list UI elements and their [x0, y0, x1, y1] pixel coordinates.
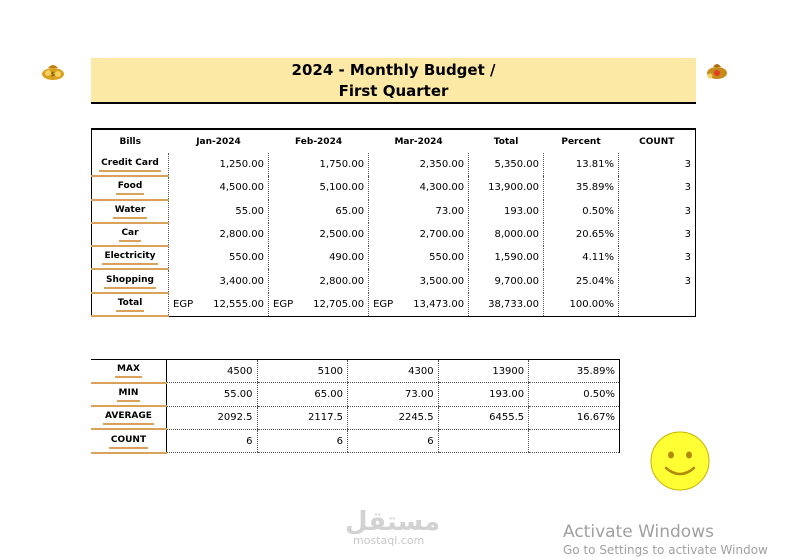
- total-jan-value: 12,555.00: [213, 298, 265, 310]
- cell-total[interactable]: [438, 429, 529, 452]
- cell-total-feb[interactable]: [269, 293, 369, 316]
- cell-percent[interactable]: [529, 429, 620, 452]
- stats-row: [91, 406, 620, 429]
- money-bag-icon: [40, 60, 66, 80]
- cell-jan[interactable]: 3,400.00: [169, 269, 269, 292]
- cell-mar[interactable]: 2,350.00: [369, 153, 469, 176]
- activate-windows-title: Activate Windows: [563, 522, 714, 542]
- cell-mar[interactable]: 73.00: [348, 383, 439, 406]
- cell-feb[interactable]: 2117.5: [257, 406, 348, 429]
- cell-percent[interactable]: 16.67%: [529, 406, 620, 429]
- page-title: [91, 58, 696, 104]
- watermark-domain: mostaql.com: [353, 534, 425, 547]
- cell-count[interactable]: 3: [619, 153, 696, 176]
- cell-percent[interactable]: 0.50%: [544, 200, 619, 223]
- cell-grand-total[interactable]: 38,733.00: [469, 293, 544, 316]
- cell-jan[interactable]: 550.00: [169, 246, 269, 269]
- stats-row: [91, 360, 620, 383]
- cell-jan[interactable]: 6: [166, 429, 257, 452]
- cell-jan[interactable]: 1,250.00: [169, 153, 269, 176]
- header-percent: Percent: [561, 136, 601, 147]
- cell-mar[interactable]: 3,500.00: [369, 269, 469, 292]
- cell-total[interactable]: 13,900.00: [469, 176, 544, 199]
- cell-percent[interactable]: 35.89%: [529, 360, 620, 383]
- cell-mar[interactable]: 550.00: [369, 246, 469, 269]
- cell-total[interactable]: 9,700.00: [469, 269, 544, 292]
- cell-feb[interactable]: 65.00: [269, 200, 369, 223]
- table-row: [92, 200, 696, 223]
- cell-percent[interactable]: 35.89%: [544, 176, 619, 199]
- row-label[interactable]: Credit Card: [99, 157, 161, 172]
- cell-percent[interactable]: 25.04%: [544, 269, 619, 292]
- cell-jan[interactable]: 55.00: [169, 200, 269, 223]
- row-label[interactable]: Shopping: [104, 274, 156, 289]
- watermark-logo: مستقل: [345, 507, 441, 537]
- activate-windows-subtitle: Go to Settings to activate Window: [563, 543, 768, 557]
- svg-text:$: $: [51, 71, 55, 78]
- budget-table: [91, 128, 696, 317]
- cell-mar[interactable]: 6: [348, 429, 439, 452]
- cell-count[interactable]: 3: [619, 269, 696, 292]
- header-count: COUNT: [639, 136, 675, 147]
- cell-mar[interactable]: 4,300.00: [369, 176, 469, 199]
- header-mar: Mar-2024: [394, 136, 443, 147]
- cell-jan[interactable]: 4,500.00: [169, 176, 269, 199]
- cell-total-percent[interactable]: 100.00%: [544, 293, 619, 316]
- cell-total[interactable]: 8,000.00: [469, 223, 544, 246]
- cell-total[interactable]: 6455.5: [438, 406, 529, 429]
- cell-total[interactable]: 193.00: [469, 200, 544, 223]
- smiley-face-icon[interactable]: [649, 430, 711, 492]
- stats-label[interactable]: MAX: [115, 363, 142, 378]
- cell-total[interactable]: 5,350.00: [469, 153, 544, 176]
- currency-label: EGP: [373, 298, 394, 310]
- header-feb: Feb-2024: [294, 136, 343, 147]
- cell-total[interactable]: 193.00: [438, 383, 529, 406]
- header-bills: Bills: [119, 136, 141, 147]
- cell-feb[interactable]: 5100: [257, 360, 348, 383]
- total-mar-value: 13,473.00: [413, 298, 465, 310]
- cell-mar[interactable]: 2,700.00: [369, 223, 469, 246]
- table-row: [92, 269, 696, 292]
- table-row: [92, 223, 696, 246]
- stats-table: [91, 359, 620, 454]
- total-feb-value: 12,705.00: [313, 298, 365, 310]
- currency-label: EGP: [273, 298, 294, 310]
- table-row: [92, 246, 696, 269]
- cell-feb[interactable]: 2,500.00: [269, 223, 369, 246]
- cell-total-jan[interactable]: [169, 293, 269, 316]
- cell-feb[interactable]: 5,100.00: [269, 176, 369, 199]
- cell-jan[interactable]: 2,800.00: [169, 223, 269, 246]
- row-label[interactable]: Food: [116, 180, 145, 195]
- stats-label[interactable]: COUNT: [109, 434, 148, 449]
- cell-feb[interactable]: 6: [257, 429, 348, 452]
- cell-jan[interactable]: 55.00: [166, 383, 257, 406]
- table-row: [92, 153, 696, 176]
- total-label[interactable]: Total: [116, 297, 145, 312]
- cell-percent[interactable]: 13.81%: [544, 153, 619, 176]
- cell-percent[interactable]: 0.50%: [529, 383, 620, 406]
- cell-count[interactable]: 3: [619, 246, 696, 269]
- row-label[interactable]: Electricity: [102, 250, 157, 265]
- cell-percent[interactable]: 4.11%: [544, 246, 619, 269]
- table-header-row: [92, 129, 696, 153]
- stats-row: [91, 429, 620, 452]
- cell-mar[interactable]: 2245.5: [348, 406, 439, 429]
- cell-total-count[interactable]: [619, 293, 696, 316]
- stats-label[interactable]: AVERAGE: [103, 410, 154, 425]
- row-label[interactable]: Car: [119, 227, 140, 242]
- cell-count[interactable]: 3: [619, 223, 696, 246]
- cell-feb[interactable]: 1,750.00: [269, 153, 369, 176]
- title-line-1: 2024 - Monthly Budget /: [291, 61, 496, 79]
- currency-label: EGP: [173, 298, 194, 310]
- cell-total-mar[interactable]: [369, 293, 469, 316]
- cell-percent[interactable]: 20.65%: [544, 223, 619, 246]
- cell-count[interactable]: 3: [619, 176, 696, 199]
- title-line-2: First Quarter: [338, 82, 449, 100]
- stats-row: [91, 383, 620, 406]
- stats-label[interactable]: MIN: [117, 387, 141, 402]
- cell-total[interactable]: 13900: [438, 360, 529, 383]
- cell-total[interactable]: 1,590.00: [469, 246, 544, 269]
- cell-jan[interactable]: 2092.5: [166, 406, 257, 429]
- cell-mar[interactable]: 4300: [348, 360, 439, 383]
- row-label[interactable]: Water: [113, 204, 148, 219]
- cell-jan[interactable]: 4500: [166, 360, 257, 383]
- cell-feb[interactable]: 2,800.00: [269, 269, 369, 292]
- cell-count[interactable]: 3: [619, 200, 696, 223]
- table-row: [92, 176, 696, 199]
- cell-feb[interactable]: 490.00: [269, 246, 369, 269]
- total-row: [92, 293, 696, 316]
- header-total: Total: [493, 136, 519, 147]
- cell-feb[interactable]: 65.00: [257, 383, 348, 406]
- money-bag-icon: [704, 60, 730, 80]
- cell-mar[interactable]: 73.00: [369, 200, 469, 223]
- header-jan: Jan-2024: [196, 136, 241, 147]
